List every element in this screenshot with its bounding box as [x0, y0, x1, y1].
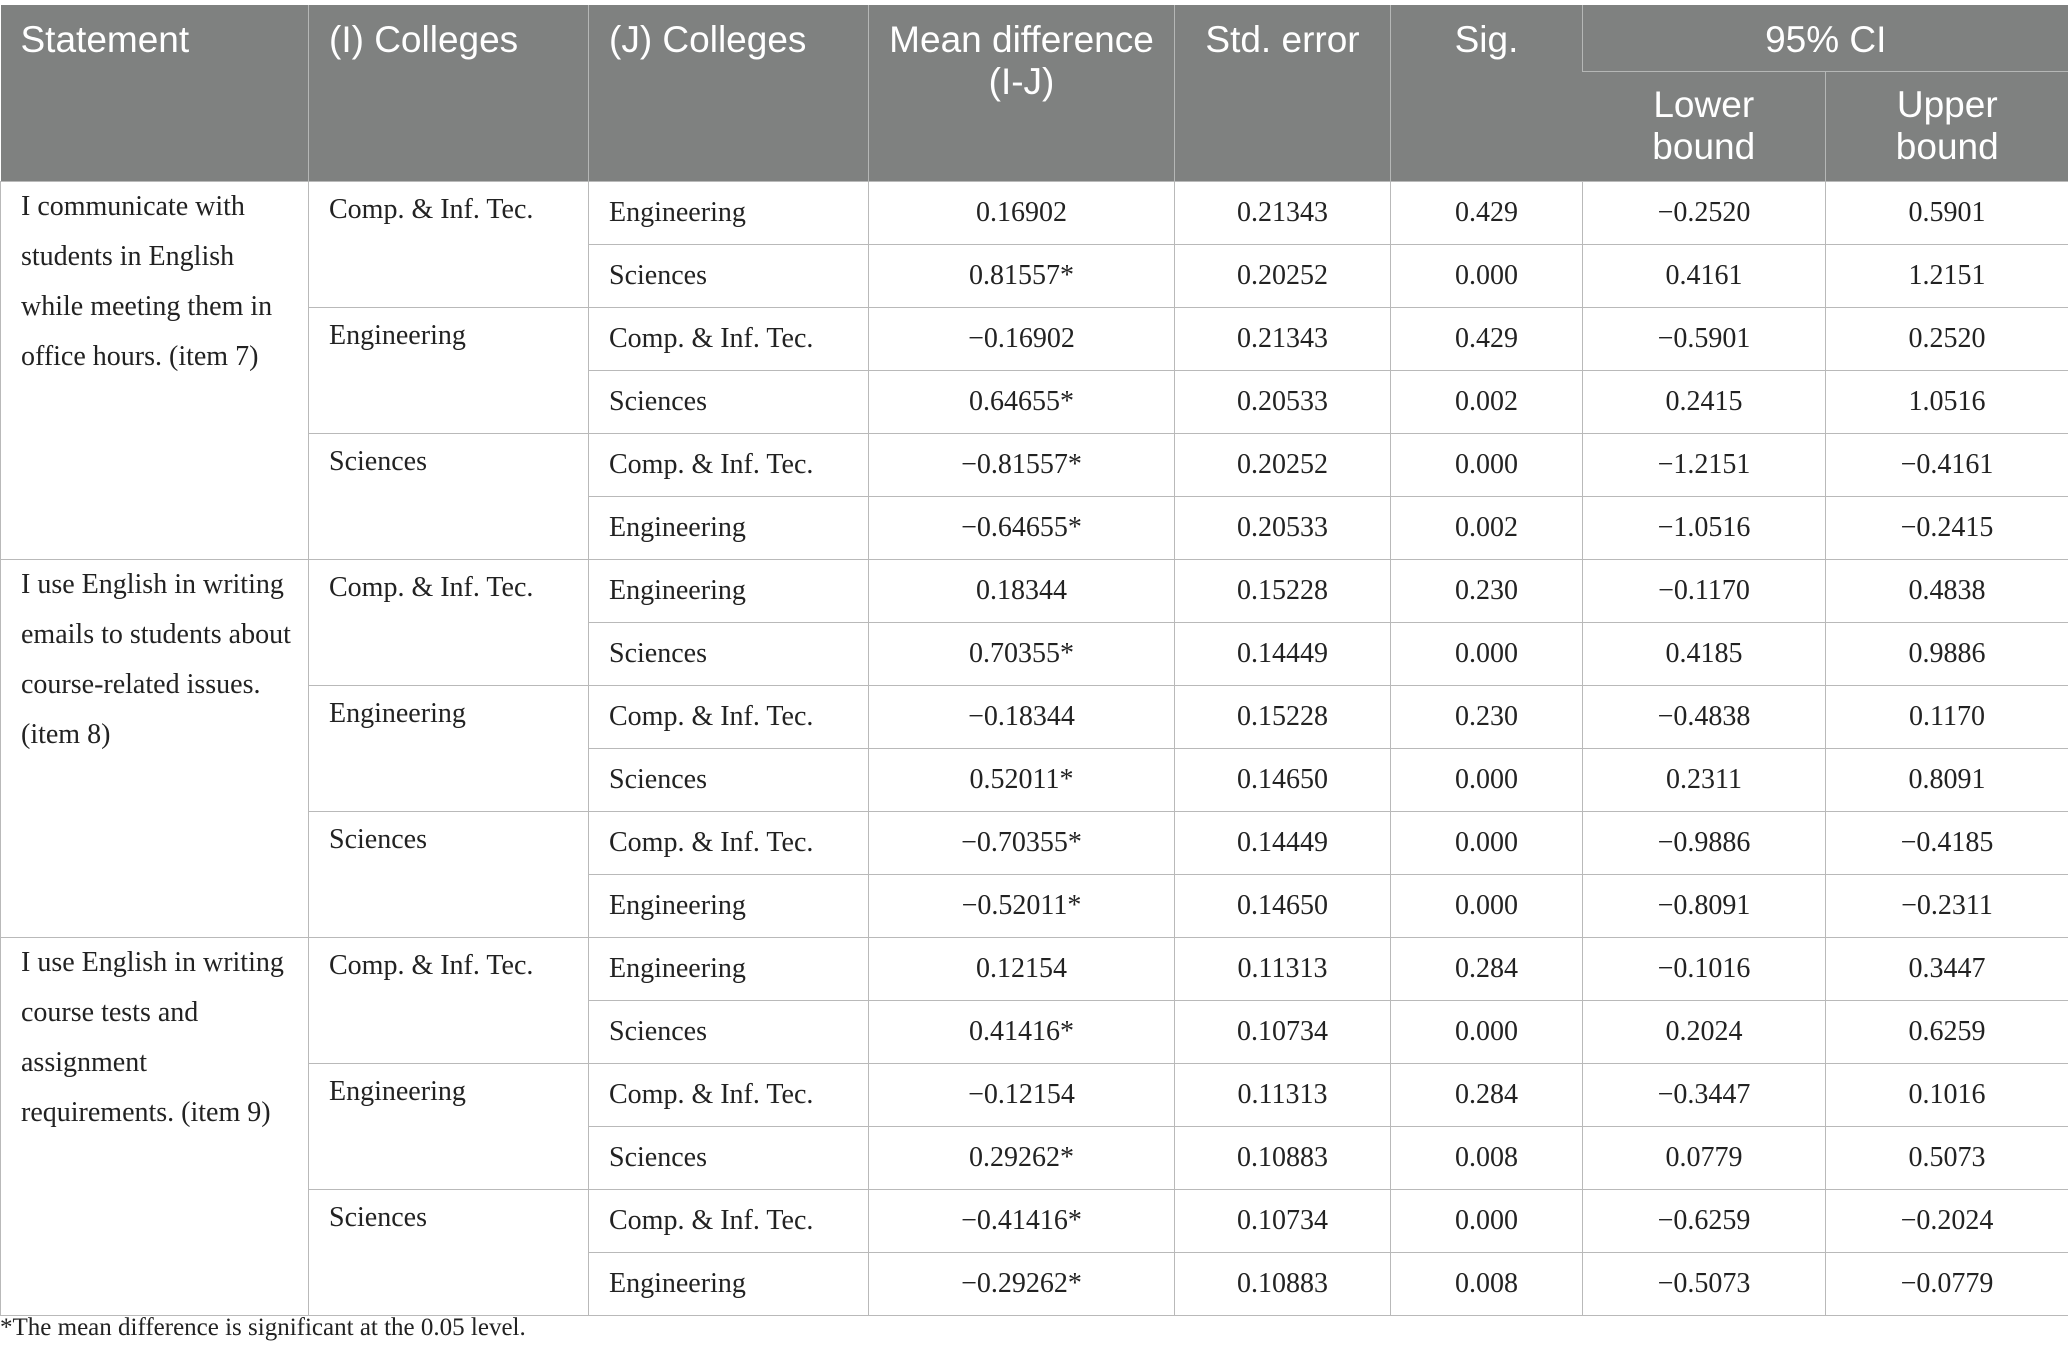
lower-bound-cell: −1.0516 [1583, 496, 1826, 559]
upper-bound-cell: −0.2415 [1826, 496, 2068, 559]
header-j-colleges: (J) Colleges [589, 5, 869, 181]
i-college-cell: Sciences [309, 811, 589, 937]
j-college-cell: Comp. & Inf. Tec. [589, 811, 869, 874]
mean-difference-cell: −0.52011* [869, 874, 1175, 937]
table-header [1, 5, 2068, 181]
std-error-cell: 0.20533 [1175, 496, 1391, 559]
statement-cell: I use English in writing course tests and assignment requirements. (item 9) [1, 937, 309, 1315]
j-college-cell: Engineering [589, 1252, 869, 1315]
upper-bound-cell: 1.0516 [1826, 370, 2068, 433]
i-college-cell: Sciences [309, 1189, 589, 1315]
lower-bound-cell: −0.2520 [1583, 181, 1826, 244]
upper-bound-cell: 0.1016 [1826, 1063, 2068, 1126]
results-table [0, 5, 2068, 1316]
table-row [1, 937, 2068, 1000]
mean-difference-cell: 0.12154 [869, 937, 1175, 1000]
sig-cell: 0.000 [1391, 811, 1583, 874]
upper-bound-cell: 1.2151 [1826, 244, 2068, 307]
std-error-cell: 0.20533 [1175, 370, 1391, 433]
mean-difference-cell: −0.70355* [869, 811, 1175, 874]
upper-bound-cell: 0.1170 [1826, 685, 2068, 748]
std-error-cell: 0.10734 [1175, 1189, 1391, 1252]
j-college-cell: Sciences [589, 370, 869, 433]
table-row [1, 181, 2068, 244]
lower-bound-cell: −0.1016 [1583, 937, 1826, 1000]
j-college-cell: Engineering [589, 559, 869, 622]
mean-difference-cell: 0.16902 [869, 181, 1175, 244]
j-college-cell: Comp. & Inf. Tec. [589, 307, 869, 370]
j-college-cell: Comp. & Inf. Tec. [589, 685, 869, 748]
mean-difference-cell: −0.18344 [869, 685, 1175, 748]
statement-cell: I use English in writing emails to students about course-related issues. (item 8) [1, 559, 309, 937]
std-error-cell: 0.20252 [1175, 244, 1391, 307]
table-row [1, 1189, 2068, 1252]
lower-bound-cell: −0.3447 [1583, 1063, 1826, 1126]
table-row [1, 811, 2068, 874]
sig-cell: 0.230 [1391, 685, 1583, 748]
j-college-cell: Comp. & Inf. Tec. [589, 433, 869, 496]
lower-bound-cell: 0.0779 [1583, 1126, 1826, 1189]
mean-difference-cell: 0.70355* [869, 622, 1175, 685]
j-college-cell: Sciences [589, 1000, 869, 1063]
header-sig: Sig. [1391, 5, 1583, 181]
mean-difference-cell: 0.29262* [869, 1126, 1175, 1189]
lower-bound-cell: −0.8091 [1583, 874, 1826, 937]
table-row [1, 1063, 2068, 1126]
lower-bound-cell: −0.1170 [1583, 559, 1826, 622]
header-lower-bound: Lower bound [1583, 71, 1826, 181]
i-college-cell: Engineering [309, 307, 589, 433]
i-college-cell: Sciences [309, 433, 589, 559]
upper-bound-cell: −0.2311 [1826, 874, 2068, 937]
sig-cell: 0.000 [1391, 433, 1583, 496]
sig-cell: 0.429 [1391, 307, 1583, 370]
std-error-cell: 0.10734 [1175, 1000, 1391, 1063]
results-table-container [0, 5, 2068, 1316]
j-college-cell: Sciences [589, 748, 869, 811]
sig-cell: 0.230 [1391, 559, 1583, 622]
sig-cell: 0.002 [1391, 370, 1583, 433]
j-college-cell: Engineering [589, 874, 869, 937]
upper-bound-cell: 0.3447 [1826, 937, 2068, 1000]
upper-bound-cell: 0.8091 [1826, 748, 2068, 811]
table-row [1, 307, 2068, 370]
upper-bound-cell: 0.9886 [1826, 622, 2068, 685]
lower-bound-cell: 0.2415 [1583, 370, 1826, 433]
j-college-cell: Engineering [589, 496, 869, 559]
header-ci: 95% CI [1583, 5, 2068, 71]
lower-bound-cell: −0.4838 [1583, 685, 1826, 748]
mean-difference-cell: −0.41416* [869, 1189, 1175, 1252]
lower-bound-cell: −0.5073 [1583, 1252, 1826, 1315]
lower-bound-cell: −0.9886 [1583, 811, 1826, 874]
std-error-cell: 0.15228 [1175, 559, 1391, 622]
sig-cell: 0.002 [1391, 496, 1583, 559]
std-error-cell: 0.11313 [1175, 1063, 1391, 1126]
j-college-cell: Sciences [589, 244, 869, 307]
table-row [1, 433, 2068, 496]
upper-bound-cell: −0.4185 [1826, 811, 2068, 874]
lower-bound-cell: −1.2151 [1583, 433, 1826, 496]
std-error-cell: 0.10883 [1175, 1252, 1391, 1315]
i-college-cell: Comp. & Inf. Tec. [309, 559, 589, 685]
i-college-cell: Engineering [309, 685, 589, 811]
sig-cell: 0.284 [1391, 937, 1583, 1000]
upper-bound-cell: 0.2520 [1826, 307, 2068, 370]
mean-difference-cell: −0.12154 [869, 1063, 1175, 1126]
std-error-cell: 0.14650 [1175, 748, 1391, 811]
sig-cell: 0.000 [1391, 1000, 1583, 1063]
sig-cell: 0.000 [1391, 748, 1583, 811]
j-college-cell: Comp. & Inf. Tec. [589, 1189, 869, 1252]
table-row [1, 685, 2068, 748]
table-row [1, 559, 2068, 622]
upper-bound-cell: 0.5073 [1826, 1126, 2068, 1189]
upper-bound-cell: −0.4161 [1826, 433, 2068, 496]
lower-bound-cell: 0.2311 [1583, 748, 1826, 811]
std-error-cell: 0.20252 [1175, 433, 1391, 496]
mean-difference-cell: 0.81557* [869, 244, 1175, 307]
mean-difference-cell: 0.18344 [869, 559, 1175, 622]
lower-bound-cell: 0.2024 [1583, 1000, 1826, 1063]
i-college-cell: Engineering [309, 1063, 589, 1189]
table-footnote: *The mean difference is significant at the 0.05 level. [0, 1314, 526, 1341]
sig-cell: 0.429 [1391, 181, 1583, 244]
mean-difference-cell: −0.64655* [869, 496, 1175, 559]
upper-bound-cell: −0.2024 [1826, 1189, 2068, 1252]
statement-cell: I communicate with students in English while meeting them in office hours. (item 7) [1, 181, 309, 559]
std-error-cell: 0.21343 [1175, 181, 1391, 244]
mean-difference-cell: 0.41416* [869, 1000, 1175, 1063]
std-error-cell: 0.14449 [1175, 622, 1391, 685]
i-college-cell: Comp. & Inf. Tec. [309, 181, 589, 307]
upper-bound-cell: −0.0779 [1826, 1252, 2068, 1315]
table-body [1, 181, 2068, 1315]
j-college-cell: Engineering [589, 181, 869, 244]
std-error-cell: 0.11313 [1175, 937, 1391, 1000]
upper-bound-cell: 0.6259 [1826, 1000, 2068, 1063]
std-error-cell: 0.21343 [1175, 307, 1391, 370]
j-college-cell: Sciences [589, 622, 869, 685]
i-college-cell: Comp. & Inf. Tec. [309, 937, 589, 1063]
lower-bound-cell: −0.6259 [1583, 1189, 1826, 1252]
std-error-cell: 0.15228 [1175, 685, 1391, 748]
std-error-cell: 0.14449 [1175, 811, 1391, 874]
j-college-cell: Comp. & Inf. Tec. [589, 1063, 869, 1126]
std-error-cell: 0.14650 [1175, 874, 1391, 937]
header-mean-difference: Mean difference (I-J) [869, 5, 1175, 181]
header-upper-bound: Upper bound [1826, 71, 2068, 181]
sig-cell: 0.000 [1391, 874, 1583, 937]
lower-bound-cell: 0.4185 [1583, 622, 1826, 685]
header-i-colleges: (I) Colleges [309, 5, 589, 181]
mean-difference-cell: 0.64655* [869, 370, 1175, 433]
sig-cell: 0.008 [1391, 1126, 1583, 1189]
upper-bound-cell: 0.4838 [1826, 559, 2068, 622]
lower-bound-cell: 0.4161 [1583, 244, 1826, 307]
mean-difference-cell: −0.29262* [869, 1252, 1175, 1315]
lower-bound-cell: −0.5901 [1583, 307, 1826, 370]
upper-bound-cell: 0.5901 [1826, 181, 2068, 244]
std-error-cell: 0.10883 [1175, 1126, 1391, 1189]
j-college-cell: Sciences [589, 1126, 869, 1189]
mean-difference-cell: −0.81557* [869, 433, 1175, 496]
header-statement: Statement [1, 5, 309, 181]
sig-cell: 0.000 [1391, 244, 1583, 307]
header-std-error: Std. error [1175, 5, 1391, 181]
j-college-cell: Engineering [589, 937, 869, 1000]
sig-cell: 0.000 [1391, 622, 1583, 685]
sig-cell: 0.284 [1391, 1063, 1583, 1126]
mean-difference-cell: 0.52011* [869, 748, 1175, 811]
mean-difference-cell: −0.16902 [869, 307, 1175, 370]
sig-cell: 0.008 [1391, 1252, 1583, 1315]
sig-cell: 0.000 [1391, 1189, 1583, 1252]
